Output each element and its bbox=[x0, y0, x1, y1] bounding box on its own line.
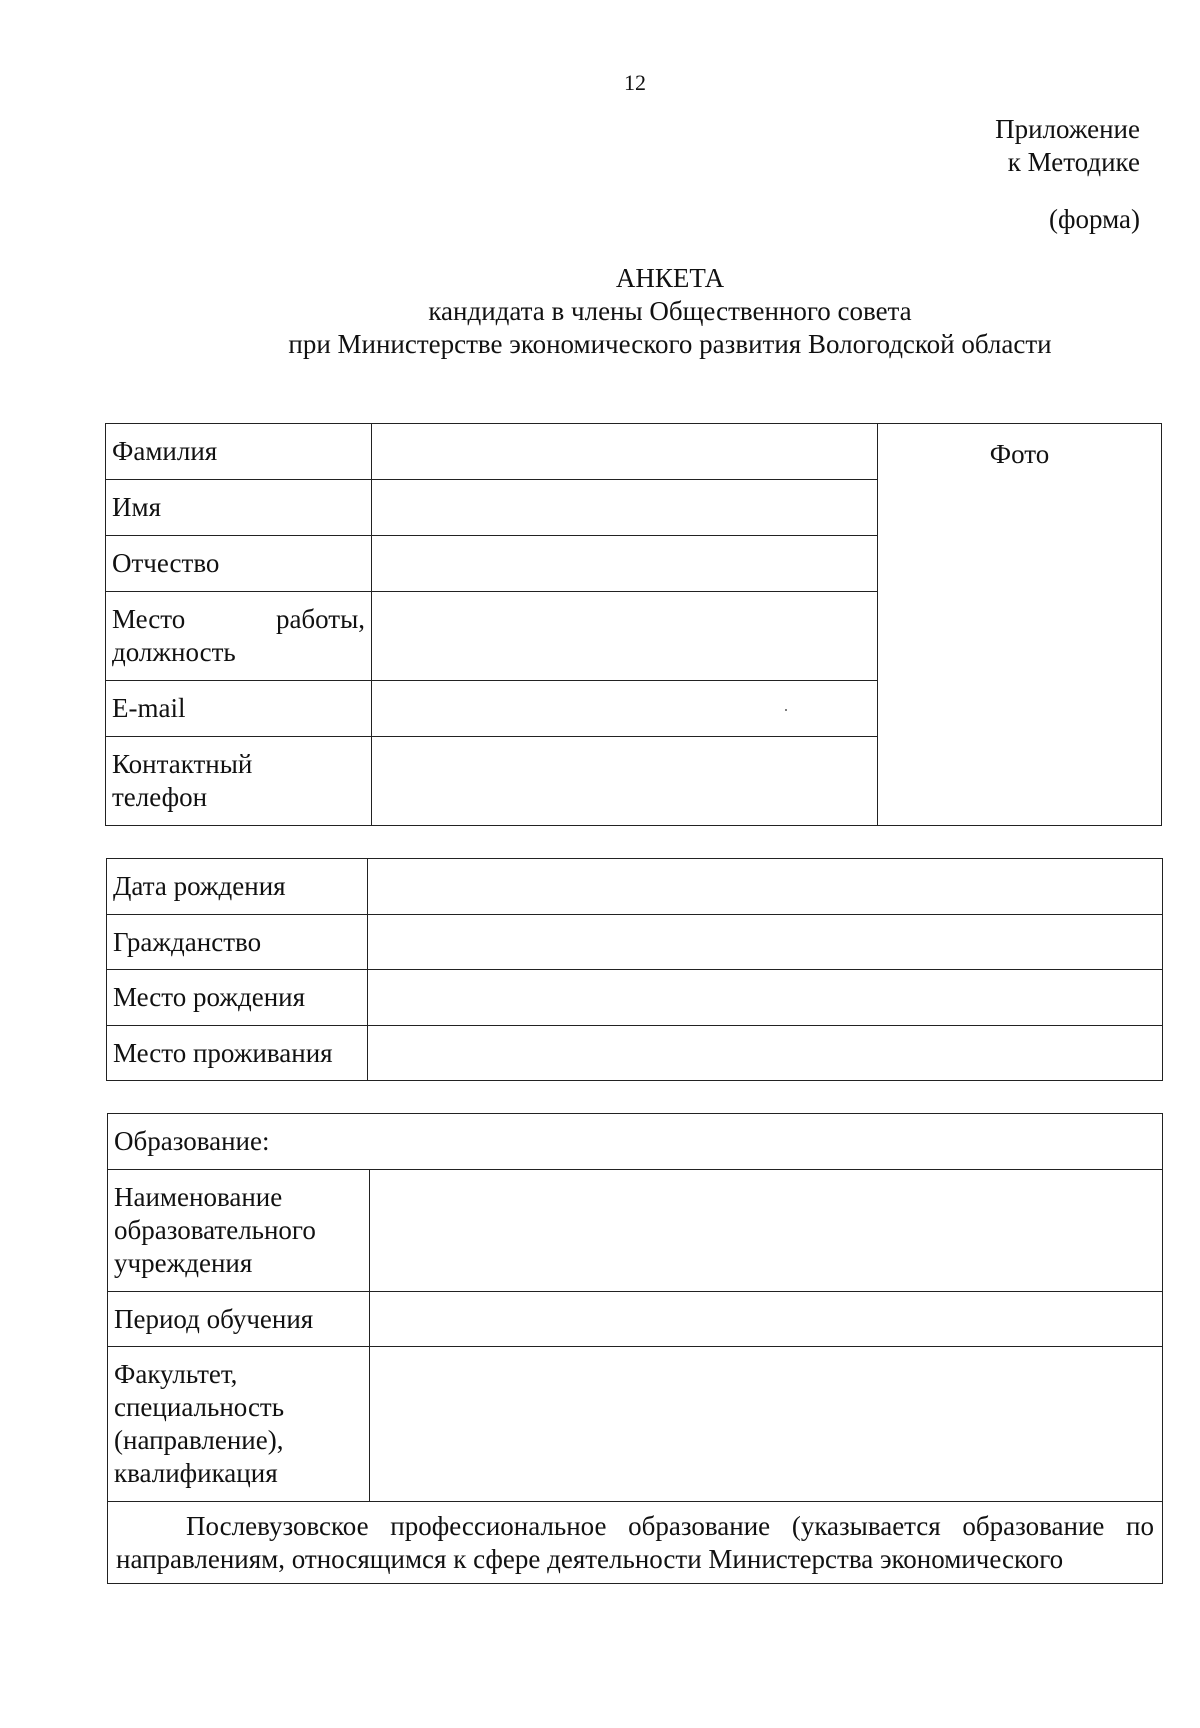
field-workplace[interactable] bbox=[372, 592, 878, 681]
scan-speck bbox=[785, 709, 787, 711]
appendix-line-2: к Методике bbox=[1007, 147, 1140, 177]
label-workplace-part1: Место bbox=[112, 604, 186, 634]
label-institution bbox=[108, 1170, 370, 1292]
label-faculty-line3: (направление), bbox=[114, 1425, 284, 1455]
label-faculty bbox=[108, 1347, 370, 1502]
label-faculty-line4: квалификация bbox=[114, 1458, 278, 1488]
title-line-3: при Министерстве экономического развития Вологодской области bbox=[288, 329, 1052, 359]
label-patronymic: Отчество bbox=[106, 536, 372, 592]
label-citizenship: Гражданство bbox=[107, 915, 368, 970]
photo-box[interactable] bbox=[878, 424, 1162, 826]
document-title bbox=[0, 262, 1200, 361]
field-birth-place[interactable] bbox=[368, 970, 1163, 1026]
label-phone-line1: Контактный bbox=[112, 749, 253, 779]
appendix-label bbox=[995, 113, 1140, 179]
label-faculty-line1: Факультет, bbox=[114, 1359, 238, 1389]
education-header: Образование: bbox=[108, 1114, 1163, 1170]
label-workplace-line2: должность bbox=[112, 637, 236, 667]
photo-label: Фото bbox=[989, 439, 1050, 469]
field-email[interactable] bbox=[372, 681, 878, 737]
label-birth-date: Дата рождения bbox=[107, 859, 368, 915]
label-workplace-part2: работы, bbox=[275, 604, 365, 634]
birth-info-table bbox=[106, 858, 1163, 1081]
field-phone[interactable] bbox=[372, 737, 878, 826]
label-workplace bbox=[106, 592, 372, 681]
label-name: Имя bbox=[106, 480, 372, 536]
label-phone-line2: телефон bbox=[112, 782, 208, 812]
field-name[interactable] bbox=[372, 480, 878, 536]
label-email: E-mail bbox=[106, 681, 372, 737]
postgrad-education-row bbox=[108, 1502, 1163, 1584]
postgrad-education-text: Послевузовское профессиональное образование (указывается образование по направлениям, относящимся к сфере деятельности Министерства экономического bbox=[116, 1510, 1154, 1574]
field-faculty[interactable] bbox=[370, 1347, 1163, 1502]
field-citizenship[interactable] bbox=[368, 915, 1163, 970]
field-study-period[interactable] bbox=[370, 1292, 1163, 1347]
label-study-period: Период обучения bbox=[108, 1292, 370, 1347]
page-number: 12 bbox=[624, 70, 646, 95]
title-heading: АНКЕТА bbox=[615, 263, 725, 293]
label-birth-place: Место рождения bbox=[107, 970, 368, 1026]
title-line-2: кандидата в члены Общественного совета bbox=[428, 296, 912, 326]
field-birth-date[interactable] bbox=[368, 859, 1163, 915]
label-institution-line1: Наименование bbox=[114, 1182, 283, 1212]
field-residence[interactable] bbox=[368, 1026, 1163, 1081]
label-surname: Фамилия bbox=[106, 424, 372, 480]
field-surname[interactable] bbox=[372, 424, 878, 480]
education-table bbox=[107, 1113, 1163, 1584]
appendix-line-1: Приложение bbox=[995, 114, 1140, 144]
label-faculty-line2: специальность bbox=[114, 1392, 285, 1422]
personal-info-table bbox=[105, 423, 1162, 826]
field-institution[interactable] bbox=[370, 1170, 1163, 1292]
label-institution-line3: учреждения bbox=[114, 1248, 253, 1278]
form-mark: (форма) bbox=[1049, 204, 1140, 234]
label-residence: Место проживания bbox=[107, 1026, 368, 1081]
label-institution-line2: образовательного bbox=[114, 1215, 316, 1245]
field-patronymic[interactable] bbox=[372, 536, 878, 592]
label-phone bbox=[106, 737, 372, 826]
